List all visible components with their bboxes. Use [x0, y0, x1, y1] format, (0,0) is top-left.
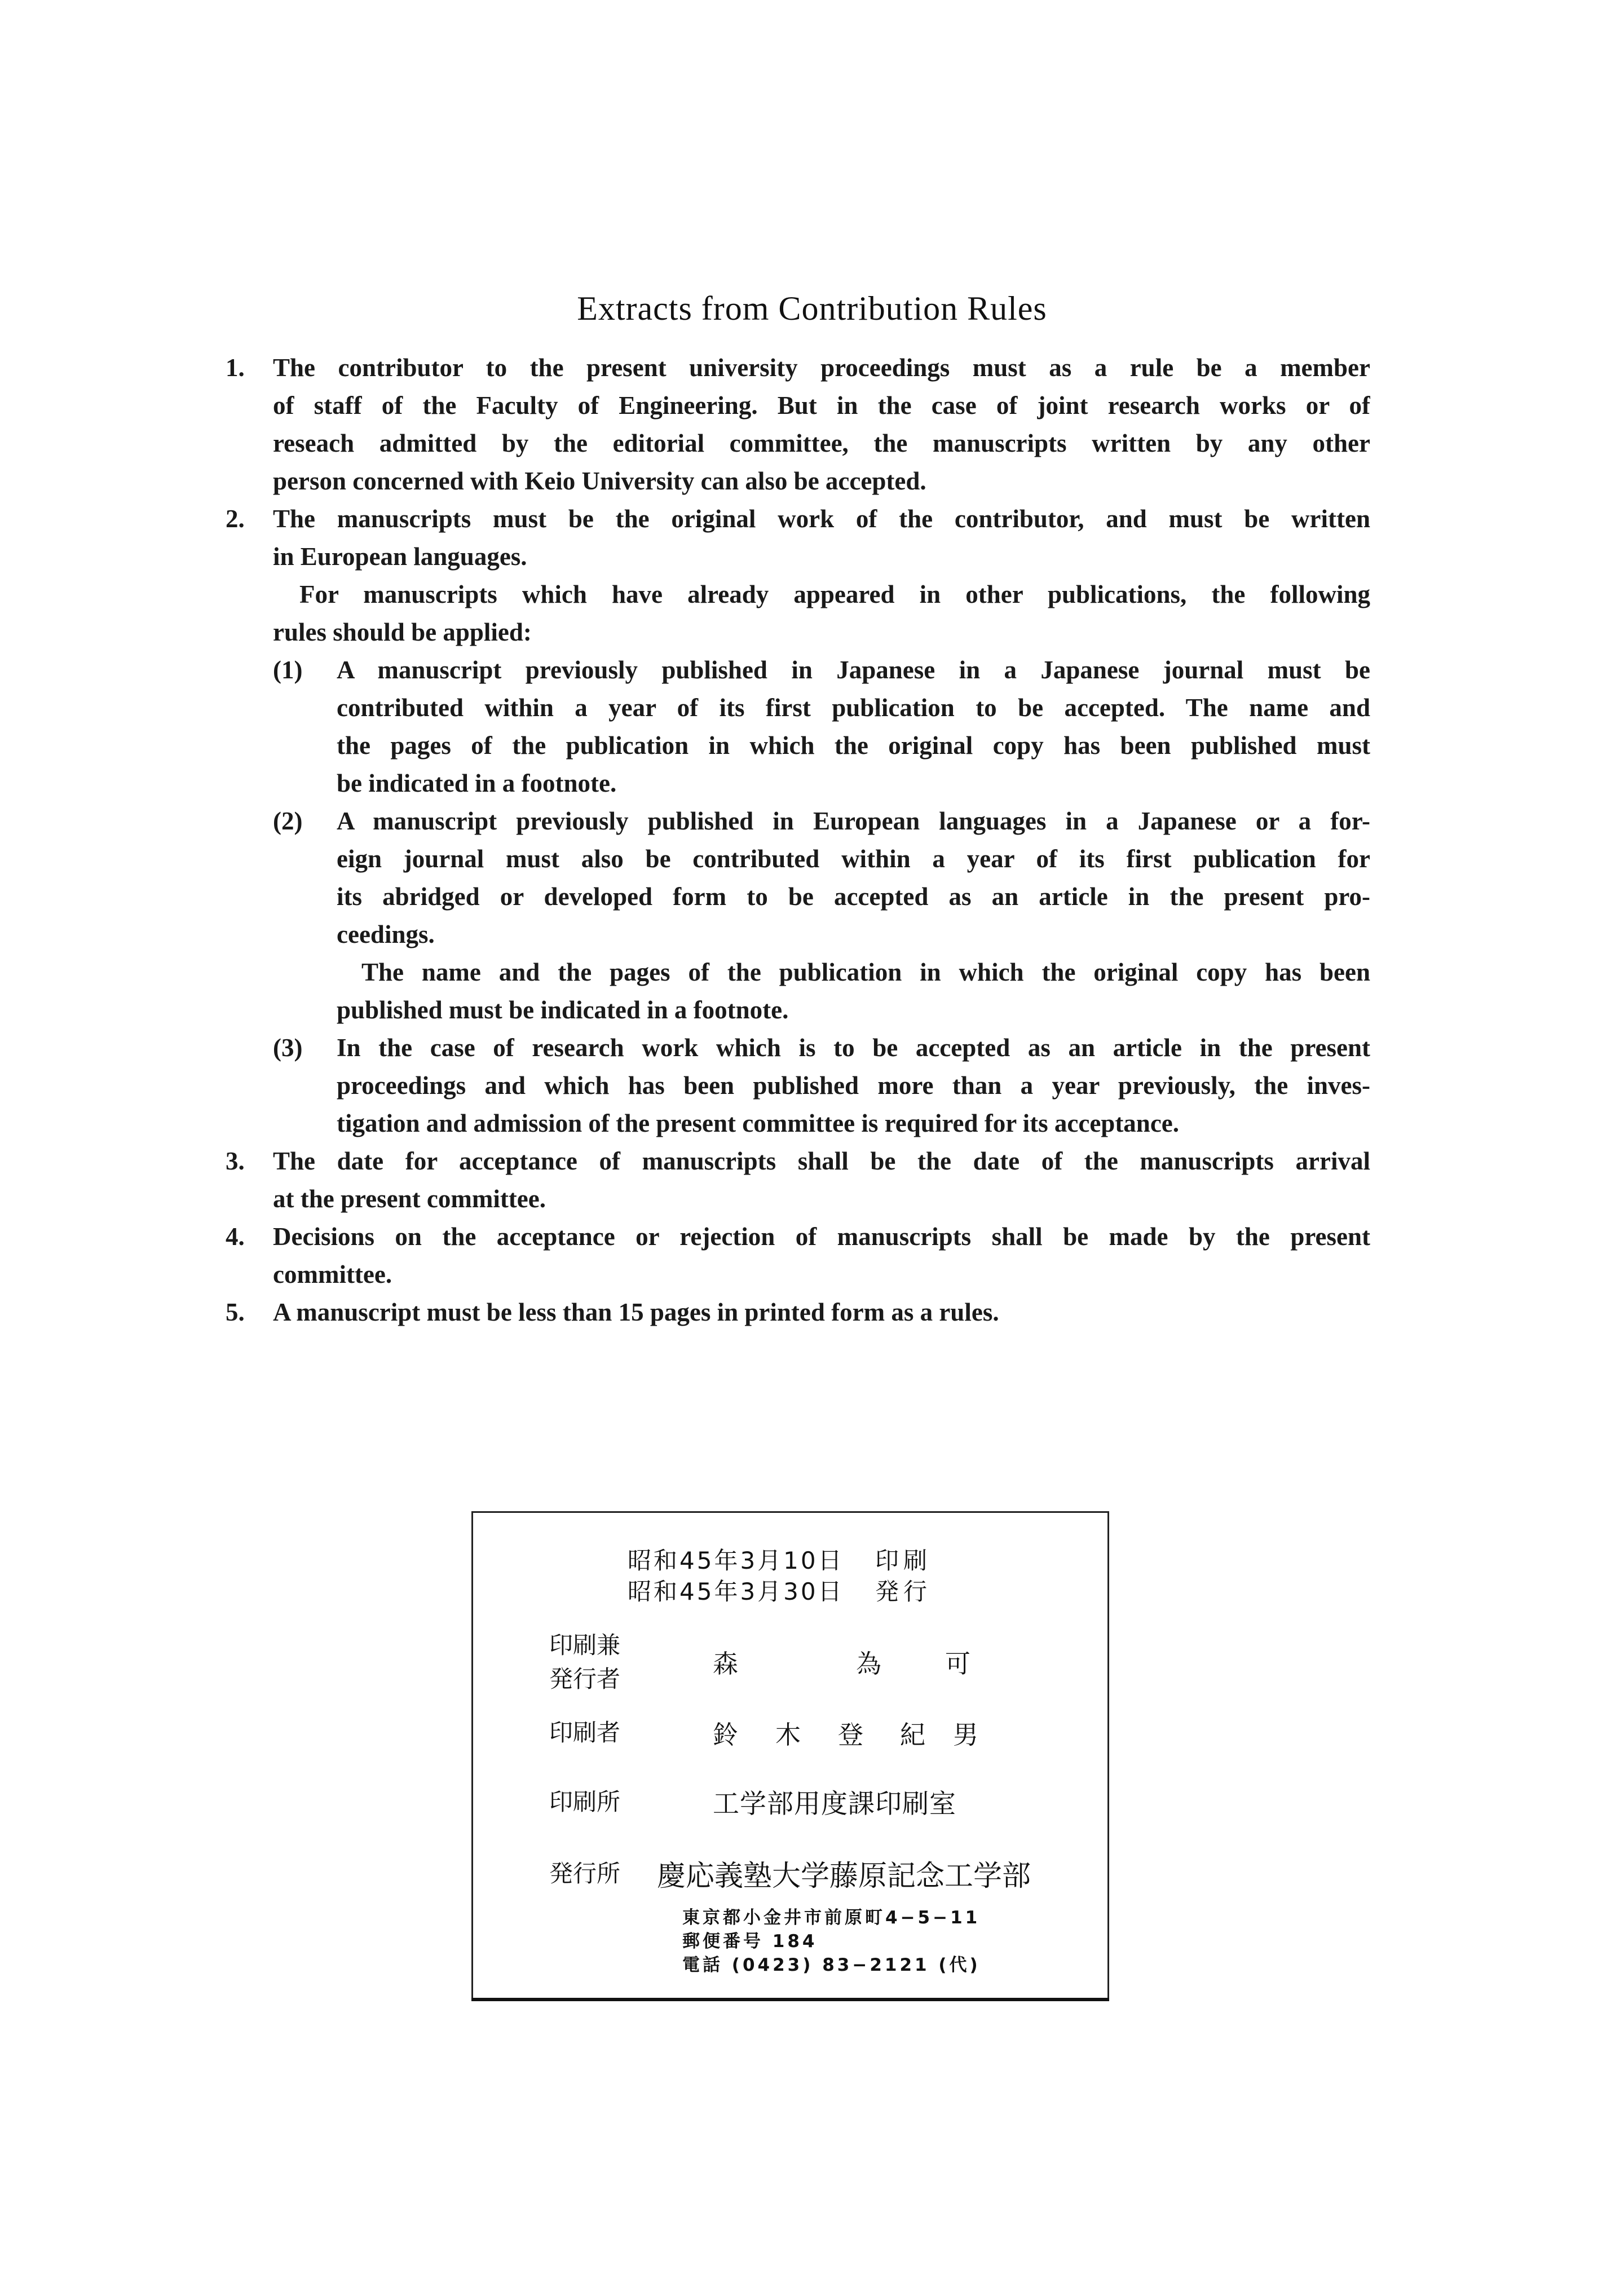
rule-line — [0, 802, 1624, 840]
printer-publisher-name-1: 森 — [713, 1649, 739, 1679]
rule-line — [0, 651, 1624, 689]
page-title: Extracts from Contribution Rules — [577, 290, 1047, 327]
rule-line — [0, 916, 1624, 954]
rule-number: 5. — [226, 1298, 245, 1326]
rule-line — [0, 1105, 1624, 1142]
rule-text: Decisions on the acceptance or rejection of manuscripts shall be made by the present — [273, 1222, 1370, 1251]
printer-name-3: 登 — [838, 1720, 864, 1750]
rule-text: in European languages. — [273, 542, 527, 571]
rule-text: tigation and admission of the present committee is required for its acceptance. — [337, 1109, 1180, 1137]
rule-text: rules should be applied: — [273, 618, 532, 646]
rule-text: contributed within a year of its first publication to be accepted. The name and — [337, 694, 1370, 722]
rule-number: 3. — [226, 1147, 245, 1175]
rule-line — [0, 840, 1624, 878]
rule-line — [0, 1142, 1624, 1180]
printed-label: 印刷 — [875, 1547, 932, 1574]
rule-text: The date for acceptance of manuscripts shall be the date of the manuscripts arrival — [273, 1147, 1370, 1175]
rule-line — [0, 613, 1624, 651]
rule-text: A manuscript must be less than 15 pages in printed form as a rules. — [273, 1298, 999, 1326]
rule-line — [0, 1067, 1624, 1105]
rule-text: the pages of the publication in which the original copy has been published must — [337, 731, 1370, 760]
rule-text: person concerned with Keio University can also be accepted. — [273, 467, 926, 495]
rules-list — [0, 349, 1624, 1331]
rule-number: 4. — [226, 1222, 245, 1251]
rule-line — [0, 689, 1624, 727]
rule-line — [0, 425, 1624, 462]
publisher-label: 発行所 — [549, 1860, 621, 1887]
publisher: 慶応義塾大学藤原記念工学部 — [657, 1860, 1031, 1893]
rule-number: 2. — [226, 505, 245, 533]
rule-text: published must be indicated in a footnote. — [337, 996, 789, 1024]
box-border-bottom — [471, 1998, 1109, 2001]
printer-publisher-name-2: 為 — [856, 1649, 882, 1679]
rule-line — [0, 387, 1624, 425]
printer-name-2: 木 — [775, 1720, 801, 1750]
rule-line — [0, 500, 1624, 538]
rule-text: The contributor to the present university proceedings must as a rule be a member — [273, 354, 1370, 382]
print-shop: 工学部用度課印刷室 — [713, 1789, 956, 1820]
rule-text: A manuscript previously published in Japanese in a Japanese journal must be — [337, 656, 1370, 684]
printer-publisher-label-1: 印刷兼 — [549, 1631, 621, 1659]
printer-name-4: 紀 — [900, 1720, 926, 1750]
printer-name-1: 鈴 — [713, 1720, 739, 1750]
printer-name-5: 男 — [953, 1720, 979, 1750]
rule-line — [0, 1180, 1624, 1218]
rule-text: The manuscripts must be the original work of the contributor, and must be written — [273, 505, 1370, 533]
rule-text: reseach admitted by the editorial committee, the manuscripts written by any other — [273, 429, 1370, 457]
rule-text: its abridged or developed form to be accepted as an article in the present pro- — [337, 882, 1370, 911]
address: 東京都小金井市前原町4−5−11 — [682, 1908, 981, 1928]
phone: 電話 (0423) 83−2121 (代) — [682, 1955, 981, 1975]
rule-number: (1) — [273, 656, 303, 684]
rule-line — [0, 349, 1624, 387]
rule-text: A manuscript previously published in European languages in a Japanese or a for- — [337, 807, 1370, 835]
rule-text: at the present committee. — [273, 1185, 546, 1213]
rule-line — [0, 878, 1624, 916]
print-shop-label: 印刷所 — [549, 1788, 621, 1816]
box-border-top — [473, 1511, 1109, 1513]
rule-line — [0, 1256, 1624, 1294]
rule-line — [0, 991, 1624, 1029]
rule-line — [0, 1029, 1624, 1067]
rule-number: (2) — [273, 807, 303, 835]
printed-date: 昭和45年3月10日 — [628, 1547, 844, 1574]
rule-text: be indicated in a footnote. — [337, 769, 617, 797]
rule-line — [0, 954, 1624, 991]
rule-line — [0, 576, 1624, 613]
published-label: 発行 — [875, 1578, 932, 1605]
published-date: 昭和45年3月30日 — [628, 1578, 844, 1605]
box-border-right — [1107, 1511, 1109, 2000]
rule-text: proceedings and which has been published more than a year previously, the inves- — [337, 1071, 1370, 1100]
rule-text: eign journal must also be contributed within a year of its first publication for — [337, 845, 1370, 873]
rule-line — [0, 1218, 1624, 1256]
box-border-left — [471, 1511, 473, 2000]
rule-text: In the case of research work which is to be accepted as an article in the present — [337, 1034, 1370, 1062]
printer-label: 印刷者 — [549, 1719, 621, 1746]
rule-text: ceedings. — [337, 920, 435, 948]
rule-text: committee. — [273, 1260, 392, 1288]
rule-line — [0, 727, 1624, 765]
rule-text: For manuscripts which have already appeared in other publications, the following — [299, 580, 1370, 608]
printer-publisher-name-3: 可 — [945, 1649, 971, 1679]
rule-number: (3) — [273, 1034, 303, 1062]
rule-line — [0, 765, 1624, 802]
rule-number: 1. — [226, 354, 245, 382]
rule-line — [0, 1294, 1624, 1331]
printer-publisher-label-2: 発行者 — [549, 1665, 621, 1693]
rule-line — [0, 462, 1624, 500]
postal-code: 郵便番号 184 — [682, 1931, 818, 1952]
rule-text: of staff of the Faculty of Engineering. But in the case of joint research works or of — [273, 391, 1370, 420]
rule-line — [0, 538, 1624, 576]
rule-text: The name and the pages of the publication in which the original copy has been — [361, 958, 1370, 986]
